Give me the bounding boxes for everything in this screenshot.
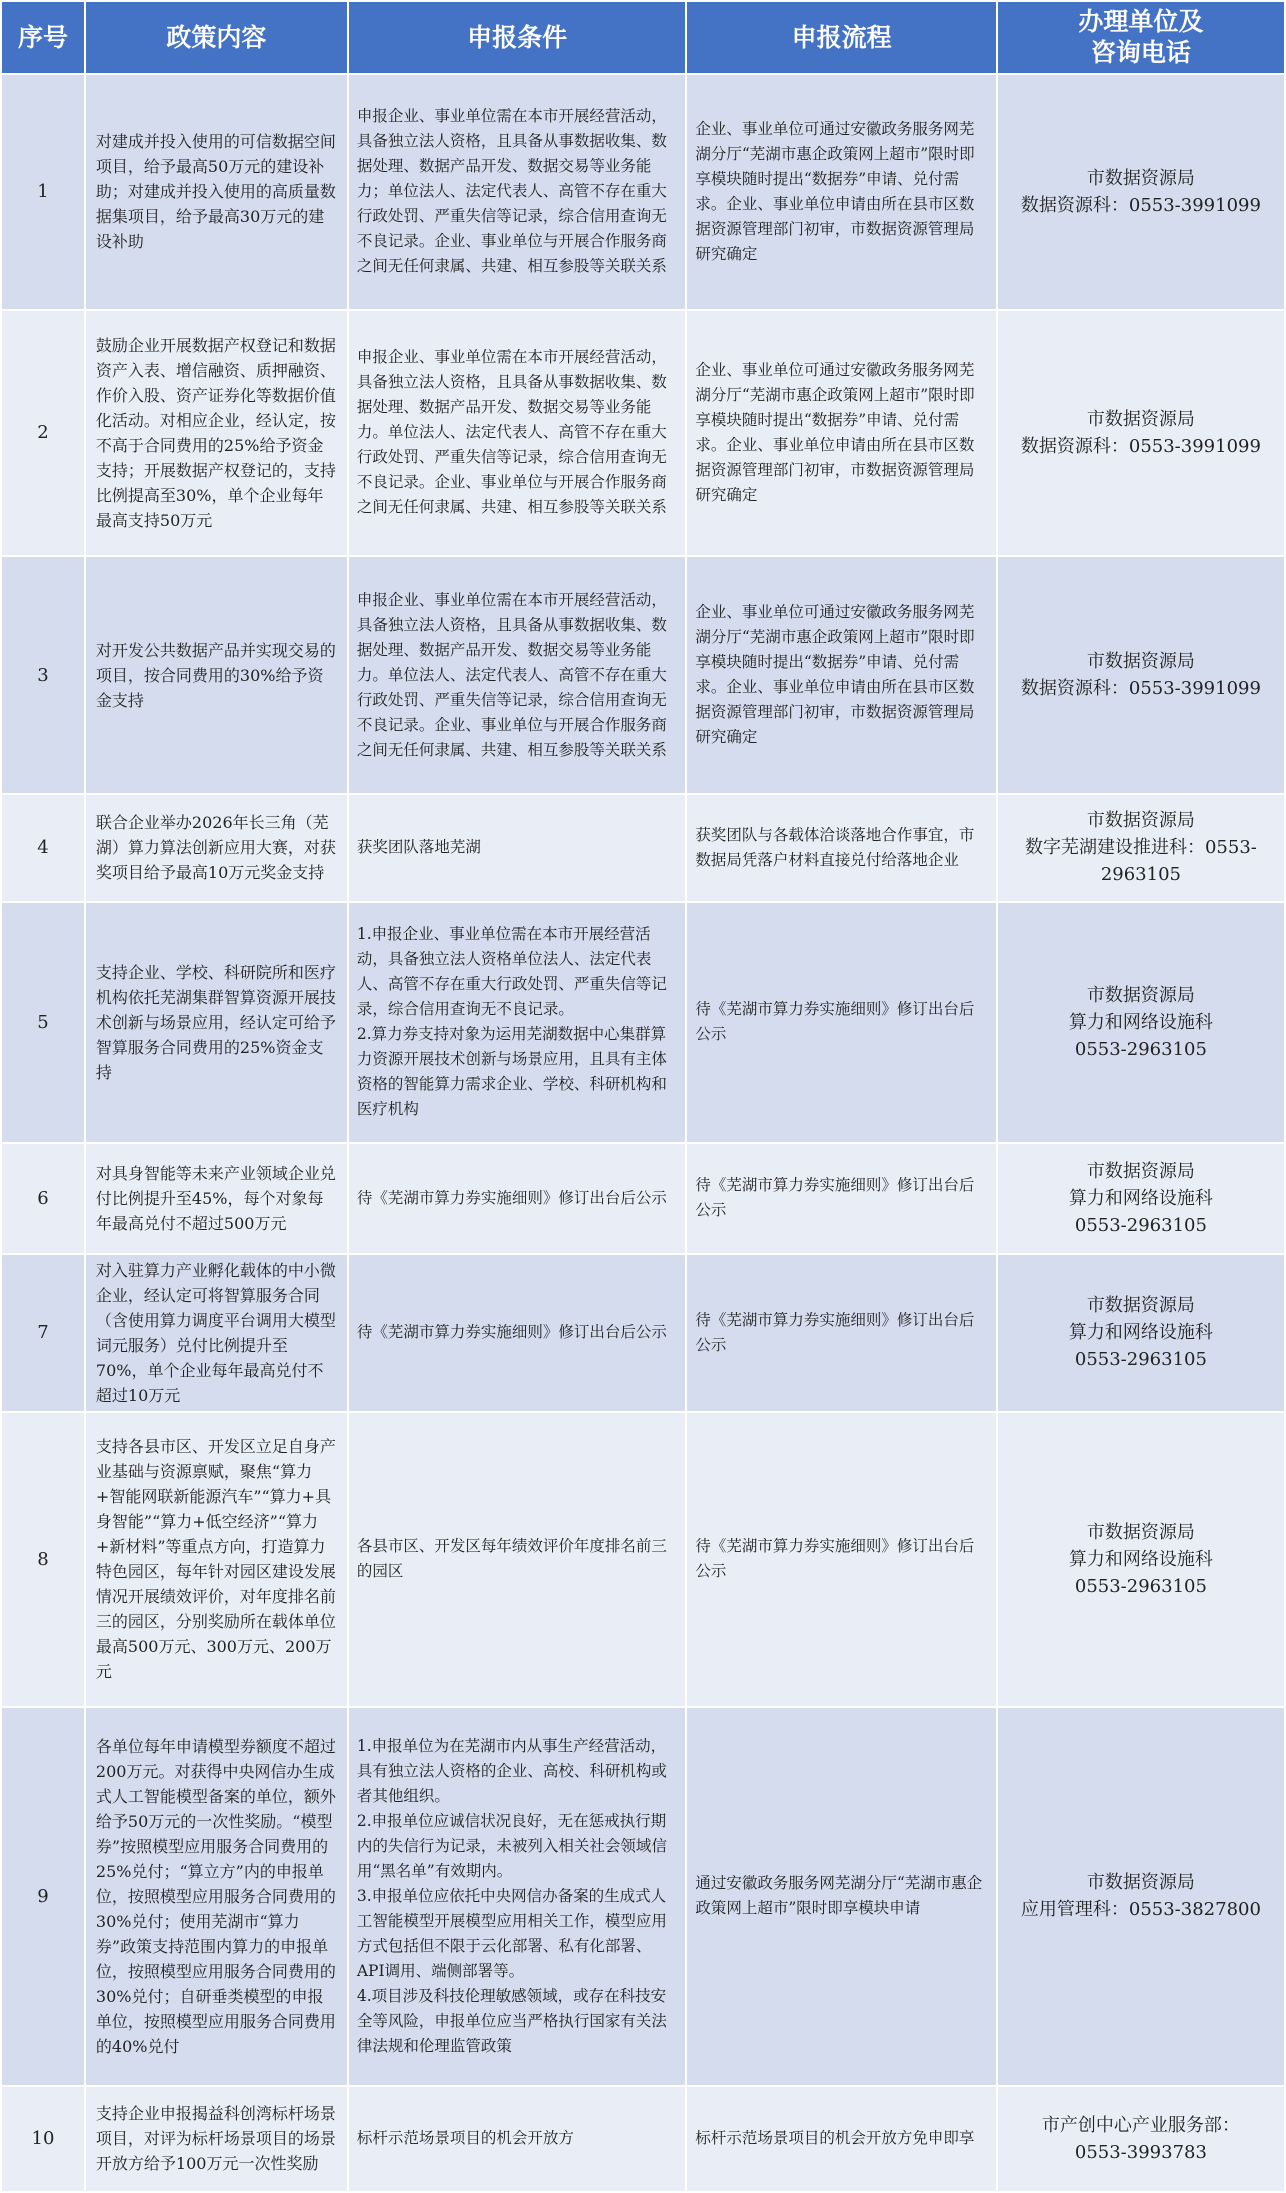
unit-contact: 数字芜湖建设推进科：0553-: [1024, 837, 1257, 859]
application-process: 通过安徽政务服务网芜湖分厅“芜湖市惠企政策网上超市”限时即享模块申请: [686, 1707, 997, 2086]
condition-item: 2.申报单位应诚信状况良好，无在惩戒执行期内的失信行为记录，未被列入相关社会领域信用“黑名单”有效期内。: [356, 1811, 667, 1880]
condition-item: 3.申报单位应依托中央网信办备案的生成式人工智能模型开展模型应用相关工作，模型应用方式包括但不限于云化部署、私有化部署、API调用、端侧部署等。: [356, 1886, 667, 1980]
application-conditions: [348, 1143, 686, 1253]
unit-contact: 0553-2963105: [1074, 1038, 1207, 1060]
application-conditions: [348, 74, 686, 311]
row-number: 7: [1, 1254, 85, 1412]
unit-contact: 算力和网络设施科: [1068, 1548, 1213, 1570]
table-row: [1, 1254, 1285, 1412]
condition-item: 各县市区、开发区每年绩效评价年度排名前三的园区: [356, 1537, 667, 1581]
unit-name: 市数据资源局: [1086, 1295, 1195, 1317]
condition-item: 申报企业、事业单位需在本市开展经营活动，具备独立法人资格，且具备从事数据收集、数据处理、数据产品开发、数据交易等业务能力；单位法人、法定代表人、高管不存在重大行政处罚、严重失信等记录，综合信用查询无不良记录。企业、事业单位与开展合作服务商之间无任何隶属、共建、相互参股等关联关系: [356, 107, 667, 276]
unit-name: 市数据资源局: [1086, 167, 1195, 189]
row-number: 6: [1, 1143, 85, 1253]
unit-contact: 应用管理科：0553-3827800: [1020, 1899, 1261, 1921]
unit-and-phone: [997, 1254, 1285, 1412]
header-unit: [997, 1, 1285, 74]
application-conditions: [348, 794, 686, 901]
application-conditions: [348, 2086, 686, 2192]
application-process: 标杆示范场景项目的机会开放方免申即享: [686, 2086, 997, 2192]
condition-item: 2.算力券支持对象为运用芜湖数据中心集群算力资源开展技术创新与场景应用，且具有主体资格的智能算力需求企业、学校、科研机构和医疗机构: [356, 1025, 667, 1119]
table-row: [1, 74, 1285, 311]
unit-contact: 算力和网络设施科: [1068, 1011, 1213, 1033]
policy-content: 对具身智能等未来产业领域企业兑付比例提升至45%，每个对象每年最高兑付不超过500万元: [85, 1143, 348, 1253]
application-process: 企业、事业单位可通过安徽政务服务网芜湖分厅“芜湖市惠企政策网上超市”限时即享模块随时提出“数据券”申请、兑付需求。企业、事业单位申请由所在县市区数据资源管理部门初审，市数据资源管理局研究确定: [686, 556, 997, 795]
condition-item: 标杆示范场景项目的机会开放方: [356, 2129, 574, 2148]
unit-contact: 0553-3993783: [1074, 2141, 1207, 2163]
condition-item: 1.申报单位为在芜湖市内从事生产经营活动，具有独立法人资格的企业、高校、科研机构或者其他组织。: [356, 1736, 667, 1805]
unit-and-phone: [997, 1707, 1285, 2086]
table-row: [1, 556, 1285, 795]
row-number: 10: [1, 2086, 85, 2192]
header-no: 序号: [1, 1, 85, 74]
table-row: [1, 310, 1285, 556]
application-conditions: [348, 556, 686, 795]
row-number: 1: [1, 74, 85, 311]
application-process: 企业、事业单位可通过安徽政务服务网芜湖分厅“芜湖市惠企政策网上超市”限时即享模块随时提出“数据券”申请、兑付需求。企业、事业单位申请由所在县市区数据资源管理部门初审，市数据资源管理局研究确定: [686, 74, 997, 311]
unit-contact: 数据资源科：0553-3991099: [1020, 194, 1261, 216]
unit-and-phone: [997, 902, 1285, 1144]
header-process: 申报流程: [686, 1, 997, 74]
application-process: 企业、事业单位可通过安徽政务服务网芜湖分厅“芜湖市惠企政策网上超市”限时即享模块随时提出“数据券”申请、兑付需求。企业、事业单位申请由所在县市区数据资源管理部门初审，市数据资源管理局研究确定: [686, 310, 997, 556]
header-policy: 政策内容: [85, 1, 348, 74]
unit-and-phone: [997, 1412, 1285, 1707]
application-conditions: [348, 1707, 686, 2086]
condition-item: 待《芜湖市算力券实施细则》修订出台后公示: [356, 1188, 667, 1207]
application-process: 待《芜湖市算力券实施细则》修订出台后公示: [686, 1412, 997, 1707]
unit-name: 市产创中心产业服务部：: [1041, 2114, 1240, 2136]
unit-name: 市数据资源局: [1086, 1160, 1195, 1182]
row-number: 5: [1, 902, 85, 1144]
header-unit-line1: 办理单位及: [1078, 7, 1204, 36]
row-number: 3: [1, 556, 85, 795]
application-process: 待《芜湖市算力券实施细则》修订出台后公示: [686, 1254, 997, 1412]
table-row: [1, 1707, 1285, 2086]
row-number: 2: [1, 310, 85, 556]
unit-and-phone: [997, 1143, 1285, 1253]
unit-and-phone: [997, 74, 1285, 311]
application-process: 获奖团队与各载体洽谈落地合作事宜，市数据局凭落户材料直接兑付给落地企业: [686, 794, 997, 901]
application-process: 待《芜湖市算力券实施细则》修订出台后公示: [686, 1143, 997, 1253]
unit-and-phone: [997, 794, 1285, 901]
unit-contact: 0553-2963105: [1074, 1575, 1207, 1597]
condition-item: 申报企业、事业单位需在本市开展经营活动，具备独立法人资格，且具备从事数据收集、数据处理、数据产品开发、数据交易等业务能力。单位法人、法定代表人、高管不存在重大行政处罚、严重失信等记录，综合信用查询无不良记录。企业、事业单位与开展合作服务商之间无任何隶属、共建、相互参股等关联关系: [356, 348, 667, 517]
application-conditions: [348, 310, 686, 556]
row-number: 4: [1, 794, 85, 901]
condition-item: 1.申报企业、事业单位需在本市开展经营活动，具备独立法人资格单位法人、法定代表人、高管不存在重大行政处罚、严重失信等记录，综合信用查询无不良记录。: [356, 925, 667, 1019]
policy-content: 支持企业申报揭益科创湾标杆场景项目，对评为标杆场景项目的场景开放方给予100万元一次性奖励: [85, 2086, 348, 2192]
policy-content: 联合企业举办2026年长三角（芜湖）算力算法创新应用大赛，对获奖项目给予最高10万元奖金支持: [85, 794, 348, 901]
policy-content: 鼓励企业开展数据产权登记和数据资产入表、增信融资、质押融资、作价入股、资产证券化等数据价值化活动。对相应企业，经认定，按不高于合同费用的25%给予资金支持；开展数据产权登记的，支持比例提高至30%，单个企业每年最高支持50万元: [85, 310, 348, 556]
unit-name: 市数据资源局: [1086, 810, 1195, 832]
unit-and-phone: [997, 310, 1285, 556]
table-row: [1, 2086, 1285, 2192]
unit-name: 市数据资源局: [1086, 408, 1195, 430]
unit-name: 市数据资源局: [1086, 1872, 1195, 1894]
application-conditions: [348, 1412, 686, 1707]
table-row: [1, 1412, 1285, 1707]
condition-item: 4.项目涉及科技伦理敏感领域，或存在科技安全等风险，申报单位应当严格执行国家有关法律法规和伦理监管政策: [356, 1986, 667, 2055]
policy-content: 各单位每年申请模型券额度不超过200万元。对获得中央网信办生成式人工智能模型备案的单位，额外给予50万元的一次性奖励。“模型券”按照模型应用服务合同费用的25%兑付；“算立方”内的申报单位，按照模型应用服务合同费用的30%兑付；使用芜湖市“算力券”政策支持范围内算力的申报单位，按照模型应用服务合同费用的30%兑付；自研垂类模型的申报单位，按照模型应用服务合同费用的40%兑付: [85, 1707, 348, 2086]
unit-and-phone: [997, 556, 1285, 795]
policy-content: 对开发公共数据产品并实现交易的项目，按合同费用的30%给予资金支持: [85, 556, 348, 795]
row-number: 8: [1, 1412, 85, 1707]
unit-contact: 数据资源科：0553-3991099: [1020, 678, 1261, 700]
unit-contact: 0553-2963105: [1074, 1214, 1207, 1236]
unit-name: 市数据资源局: [1086, 984, 1195, 1006]
unit-and-phone: [997, 2086, 1285, 2192]
header-row: [1, 1, 1285, 74]
row-number: 9: [1, 1707, 85, 2086]
unit-contact: 数据资源科：0553-3991099: [1020, 435, 1261, 457]
header-conditions: 申报条件: [348, 1, 686, 74]
condition-item: 申报企业、事业单位需在本市开展经营活动，具备独立法人资格，且具备从事数据收集、数据处理、数据产品开发、数据交易等业务能力。单位法人、法定代表人、高管不存在重大行政处罚、严重失信等记录，综合信用查询无不良记录。企业、事业单位与开展合作服务商之间无任何隶属、共建、相互参股等关联关系: [356, 590, 667, 759]
policy-content: 对入驻算力产业孵化载体的中小微企业，经认定可将智算服务合同（含使用算力调度平台调用大模型词元服务）兑付比例提升至70%，单个企业每年最高兑付不超过10万元: [85, 1254, 348, 1412]
application-process: 待《芜湖市算力券实施细则》修订出台后公示: [686, 902, 997, 1144]
table-row: [1, 794, 1285, 901]
table-row: [1, 902, 1285, 1144]
unit-contact: 算力和网络设施科: [1068, 1322, 1213, 1344]
unit-name: 市数据资源局: [1086, 651, 1195, 673]
header-unit-line2: 咨询电话: [1090, 38, 1191, 68]
application-conditions: [348, 902, 686, 1144]
condition-item: 获奖团队落地芜湖: [356, 838, 481, 857]
unit-contact: 算力和网络设施科: [1068, 1187, 1213, 1209]
policy-content: 支持企业、学校、科研院所和医疗机构依托芜湖集群智算资源开展技术创新与场景应用，经认定可给予智算服务合同费用的25%资金支持: [85, 902, 348, 1144]
policy-content: 对建成并投入使用的可信数据空间项目，给予最高50万元的建设补助；对建成并投入使用的高质量数据集项目，给予最高30万元的建设补助: [85, 74, 348, 311]
unit-contact: 2963105: [1100, 864, 1181, 886]
policy-content: 支持各县市区、开发区立足自身产业基础与资源禀赋，聚焦“算力+智能网联新能源汽车”“算力+具身智能”“算力+低空经济”“算力+新材料”等重点方向，打造算力特色园区，每年针对园区建设发展情况开展绩效评价，对年度排名前三的园区，分别奖励所在载体单位最高500万元、300万元、200万元: [85, 1412, 348, 1707]
table-row: [1, 1143, 1285, 1253]
unit-contact: 0553-2963105: [1074, 1349, 1207, 1371]
unit-name: 市数据资源局: [1086, 1521, 1195, 1543]
application-conditions: [348, 1254, 686, 1412]
condition-item: 待《芜湖市算力券实施细则》修订出台后公示: [356, 1323, 667, 1342]
